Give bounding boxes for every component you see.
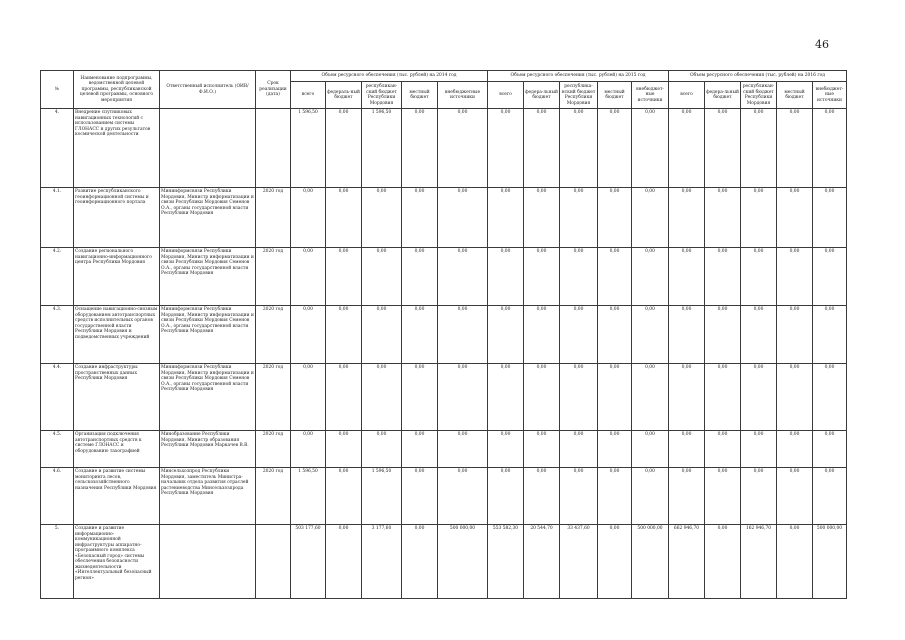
- table-row: [41, 364, 847, 431]
- cell-2015-local: 0,00: [598, 468, 632, 525]
- cell-2016-local: 0,00: [777, 306, 813, 364]
- cell-2014-federal: 0,00: [326, 468, 362, 525]
- row-name: Создание регионального навигационно-информационного центра Республики Мордовия: [74, 248, 160, 306]
- cell-2015-extra: 0,00: [632, 468, 669, 525]
- row-name: Оснащение навигационно-связным оборудованием автотранспортных средств исполнительных органов государственной власти Республики Мордовия и подведомственных учреждений: [74, 306, 160, 364]
- cell-2014-extra: 0,00: [438, 468, 488, 525]
- cell-2016-federal: 0,00: [705, 364, 741, 431]
- group-header-2015: Объем ресурсного обеспечения (тыс. рублей) на 2015 год: [488, 71, 669, 82]
- cell-2015-republic: 0,00: [560, 431, 598, 468]
- cell-2014-total: 0,00: [291, 431, 326, 468]
- cell-2014-republic: 0,00: [362, 431, 402, 468]
- cell-2014-extra: 500 000,00: [438, 525, 488, 599]
- cell-2015-extra: 0,00: [632, 306, 669, 364]
- cell-2014-republic: 0,00: [362, 188, 402, 248]
- row-term: 2020 год: [256, 364, 291, 431]
- subheader-2014-extra: внебюджетные источники: [438, 82, 488, 109]
- subheader-2015-republic: республика-нский бюджет Республики Мордовия: [560, 82, 598, 109]
- cell-2015-republic: 0,00: [560, 364, 598, 431]
- cell-2016-republic: 0,00: [741, 431, 777, 468]
- cell-2016-federal: 0,00: [705, 468, 741, 525]
- cell-2014-local: 0,00: [402, 468, 438, 525]
- cell-2016-local: 0,00: [777, 525, 813, 599]
- cell-2015-republic: 0,00: [560, 188, 598, 248]
- cell-2014-extra: 0,00: [438, 364, 488, 431]
- cell-2016-total: 0,00: [669, 306, 705, 364]
- table-row: [41, 109, 847, 188]
- cell-2014-republic: 1 596,50: [362, 109, 402, 188]
- col-header-name: Наименование подпрограммы, ведомственной целевой программы, республиканской целевой программы, основного мероприятия: [74, 71, 160, 109]
- row-name: Организация подключения автотранспортных средств к системе ГЛОНАСС и оборудованию тахографией: [74, 431, 160, 468]
- cell-2014-total: 1 596,50: [291, 109, 326, 188]
- cell-2016-extra: 0,00: [813, 306, 847, 364]
- cell-2015-local: 0,00: [598, 248, 632, 306]
- cell-2014-federal: 0,00: [326, 188, 362, 248]
- subheader-2014-total: всего: [291, 82, 326, 109]
- cell-2015-total: 0,00: [488, 431, 524, 468]
- cell-2015-extra: 0,00: [632, 364, 669, 431]
- cell-2016-republic: 162 946,70: [741, 525, 777, 599]
- cell-2016-extra: 0,00: [813, 248, 847, 306]
- cell-2016-total: 662 946,70: [669, 525, 705, 599]
- cell-2015-local: 0,00: [598, 525, 632, 599]
- cell-2016-federal: 0,00: [705, 109, 741, 188]
- table-row: [41, 431, 847, 468]
- header-row-top: [41, 71, 847, 82]
- cell-2014-republic: 0,00: [362, 306, 402, 364]
- cell-2016-total: 0,00: [669, 188, 705, 248]
- subheader-2016-republic: республикан-ский бюджет Республики Мордовия: [741, 82, 777, 109]
- cell-2015-extra: 500 000,00: [632, 525, 669, 599]
- col-header-term: Срок реализации (дата): [256, 71, 291, 109]
- row-term: [256, 109, 291, 188]
- cell-2016-extra: 0,00: [813, 109, 847, 188]
- cell-2015-federal: 0,00: [524, 248, 560, 306]
- cell-2014-total: 0,00: [291, 248, 326, 306]
- cell-2016-local: 0,00: [777, 188, 813, 248]
- row-number: 4.3.: [41, 306, 74, 364]
- row-number: 4.2.: [41, 248, 74, 306]
- cell-2015-extra: 0,00: [632, 431, 669, 468]
- cell-2014-republic: 1 596,50: [362, 468, 402, 525]
- cell-2015-total: 0,00: [488, 468, 524, 525]
- cell-2015-republic: 33 437,60: [560, 525, 598, 599]
- row-term: 2020 год: [256, 188, 291, 248]
- subheader-2015-total: всего: [488, 82, 524, 109]
- cell-2016-extra: 0,00: [813, 188, 847, 248]
- cell-2015-federal: 0,00: [524, 188, 560, 248]
- cell-2016-republic: 0,00: [741, 468, 777, 525]
- row-term: 2020 год: [256, 306, 291, 364]
- row-term: 2020 год: [256, 248, 291, 306]
- cell-2015-total: 0,00: [488, 306, 524, 364]
- cell-2014-total: 0,00: [291, 364, 326, 431]
- table-row: [41, 306, 847, 364]
- cell-2014-republic: 0,00: [362, 248, 402, 306]
- cell-2015-local: 0,00: [598, 188, 632, 248]
- cell-2014-federal: 0,00: [326, 109, 362, 188]
- cell-2015-total: 0,00: [488, 188, 524, 248]
- cell-2016-total: 0,00: [669, 364, 705, 431]
- cell-2014-total: 503 177,60: [291, 525, 326, 599]
- row-term: [256, 525, 291, 599]
- row-number: 4.: [41, 109, 74, 188]
- cell-2015-total: 0,00: [488, 109, 524, 188]
- col-header-no: №: [41, 71, 74, 109]
- table-row: [41, 248, 847, 306]
- subheader-2015-federal: федера-льный бюджет: [524, 82, 560, 109]
- cell-2016-federal: 0,00: [705, 525, 741, 599]
- row-number: 4.5.: [41, 431, 74, 468]
- cell-2015-federal: 0,00: [524, 364, 560, 431]
- row-name: Внедрение спутниковых навигационных технологий с использованием системы ГЛОНАСС и других результатов космической деятельности: [74, 109, 160, 188]
- cell-2014-total: 0,00: [291, 306, 326, 364]
- cell-2014-republic: 3 177,60: [362, 525, 402, 599]
- row-responsible: Мининформсвязи Республики Мордовия, Министр информатизации и связи Республики Мордовия Семенов О.А., органы государственной власти Республики Мордовия: [160, 306, 256, 364]
- subheader-2015-local: местный бюджет: [598, 82, 632, 109]
- cell-2014-extra: 0,00: [438, 188, 488, 248]
- cell-2014-federal: 0,00: [326, 431, 362, 468]
- cell-2016-local: 0,00: [777, 468, 813, 525]
- subheader-2015-extra: внебюджет-ные источники: [632, 82, 669, 109]
- cell-2015-local: 0,00: [598, 109, 632, 188]
- table-row: [41, 468, 847, 525]
- row-term: 2020 год: [256, 431, 291, 468]
- cell-2015-republic: 0,00: [560, 109, 598, 188]
- cell-2016-extra: 500 000,00: [813, 525, 847, 599]
- row-name: Создание и развитие информационно-коммуникационной инфраструктуры аппаратно-программного комплекса «Безопасный город» системы обеспечения безопасности жизнедеятельности «Интеллектуальный безопасный регион»: [74, 525, 160, 599]
- cell-2014-total: 1 596,50: [291, 468, 326, 525]
- row-number: 4.1.: [41, 188, 74, 248]
- cell-2016-total: 0,00: [669, 109, 705, 188]
- cell-2015-extra: 0,00: [632, 188, 669, 248]
- cell-2015-federal: 0,00: [524, 306, 560, 364]
- cell-2014-federal: 0,00: [326, 248, 362, 306]
- cell-2014-local: 0,00: [402, 188, 438, 248]
- row-number: 4.4.: [41, 364, 74, 431]
- row-name: Создание инфраструктуры пространственных данных Республики Мордовия: [74, 364, 160, 431]
- subheader-2016-extra: внебюджет-ные источники: [813, 82, 847, 109]
- cell-2016-extra: 0,00: [813, 364, 847, 431]
- cell-2015-local: 0,00: [598, 364, 632, 431]
- cell-2014-total: 0,00: [291, 188, 326, 248]
- cell-2016-local: 0,00: [777, 364, 813, 431]
- cell-2014-federal: 0,00: [326, 525, 362, 599]
- cell-2015-federal: 0,00: [524, 468, 560, 525]
- row-number: 4.6.: [41, 468, 74, 525]
- cell-2014-republic: 0,00: [362, 364, 402, 431]
- cell-2016-republic: 0,00: [741, 306, 777, 364]
- cell-2015-total: 553 582,30: [488, 525, 524, 599]
- row-responsible: Минобразование Республики Мордовия, Министр образования Республики Мордовия Маркачев В.В.: [160, 431, 256, 468]
- row-responsible: [160, 109, 256, 188]
- row-name: Создание и развитие системы мониторинга лесов, сельскохозяйственного назначения Республики Мордовия: [74, 468, 160, 525]
- row-responsible: [160, 525, 256, 599]
- page-number: 46: [815, 38, 829, 51]
- subheader-2014-republic: республикан-ский бюджет Республики Мордовия: [362, 82, 402, 109]
- cell-2014-extra: 0,00: [438, 248, 488, 306]
- cell-2014-local: 0,00: [402, 431, 438, 468]
- cell-2014-local: 0,00: [402, 248, 438, 306]
- cell-2014-local: 0,00: [402, 306, 438, 364]
- cell-2016-local: 0,00: [777, 248, 813, 306]
- cell-2016-federal: 0,00: [705, 188, 741, 248]
- subheader-2014-local: местный бюджет: [402, 82, 438, 109]
- group-header-2016: Объем ресурсного обеспечения (тыс. рублей) на 2016 год: [669, 71, 847, 82]
- cell-2016-total: 0,00: [669, 248, 705, 306]
- cell-2014-local: 0,00: [402, 109, 438, 188]
- cell-2015-republic: 0,00: [560, 306, 598, 364]
- cell-2016-local: 0,00: [777, 431, 813, 468]
- cell-2016-federal: 0,00: [705, 248, 741, 306]
- cell-2016-republic: 0,00: [741, 364, 777, 431]
- cell-2015-total: 0,00: [488, 248, 524, 306]
- subheader-2014-federal: федераль-ный бюджет: [326, 82, 362, 109]
- cell-2016-total: 0,00: [669, 431, 705, 468]
- cell-2016-republic: 0,00: [741, 248, 777, 306]
- cell-2015-federal: 0,00: [524, 431, 560, 468]
- cell-2015-republic: 0,00: [560, 468, 598, 525]
- cell-2014-local: 0,00: [402, 364, 438, 431]
- cell-2015-total: 0,00: [488, 364, 524, 431]
- cell-2016-total: 0,00: [669, 468, 705, 525]
- cell-2016-republic: 0,00: [741, 188, 777, 248]
- col-header-responsible: Ответственный исполнитель (ОИВ/Ф.И.О.): [160, 71, 256, 109]
- cell-2014-federal: 0,00: [326, 364, 362, 431]
- cell-2014-extra: 0,00: [438, 109, 488, 188]
- cell-2014-federal: 0,00: [326, 306, 362, 364]
- row-responsible: Минсельхозпрод Республики Мордовия, заместитель Министра-начальник отдела развития отраслей растениеводства Минсельхозпрода Республики Мордовия: [160, 468, 256, 525]
- row-term: 2020 год: [256, 468, 291, 525]
- cell-2015-local: 0,00: [598, 306, 632, 364]
- subheader-2016-local: местный бюджет: [777, 82, 813, 109]
- cell-2016-extra: 0,00: [813, 468, 847, 525]
- resource-table: [40, 70, 847, 599]
- row-responsible: Мининформсвязи Республики Мордовия, Министр информатизации и связи Республики Мордовия Семенов О.А., органы государственной власти Республики Мордовия: [160, 188, 256, 248]
- cell-2015-federal: 0,00: [524, 109, 560, 188]
- cell-2015-extra: 0,00: [632, 248, 669, 306]
- cell-2014-extra: 0,00: [438, 306, 488, 364]
- row-number: 5.: [41, 525, 74, 599]
- cell-2015-federal: 20 544,70: [524, 525, 560, 599]
- subheader-2016-total: всего: [669, 82, 705, 109]
- cell-2016-federal: 0,00: [705, 306, 741, 364]
- table-row: [41, 188, 847, 248]
- cell-2014-local: 0,00: [402, 525, 438, 599]
- group-header-2014: Объем ресурсного обеспечения (тыс. рублей) на 2014 год: [291, 71, 488, 82]
- subheader-2016-federal: федера-льный бюджет: [705, 82, 741, 109]
- table-row: [41, 525, 847, 599]
- cell-2014-extra: 0,00: [438, 431, 488, 468]
- cell-2016-federal: 0,00: [705, 431, 741, 468]
- cell-2016-local: 0,00: [777, 109, 813, 188]
- cell-2015-extra: 0,00: [632, 109, 669, 188]
- cell-2016-extra: 0,00: [813, 431, 847, 468]
- cell-2015-republic: 0,00: [560, 248, 598, 306]
- row-name: Развитие республиканского геоинформационной системы и геоинформационного портала: [74, 188, 160, 248]
- cell-2015-local: 0,00: [598, 431, 632, 468]
- row-responsible: Мининформсвязи Республики Мордовия, Министр информатизации и связи Республики Мордовия Семенов О.А., органы государственной власти Республики Мордовия: [160, 364, 256, 431]
- row-responsible: Мининформсвязи Республики Мордовия, Министр информатизации и связи Республики Мордовия Семенов О.А., органы государственной власти Республики Мордовия: [160, 248, 256, 306]
- cell-2016-republic: 0,00: [741, 109, 777, 188]
